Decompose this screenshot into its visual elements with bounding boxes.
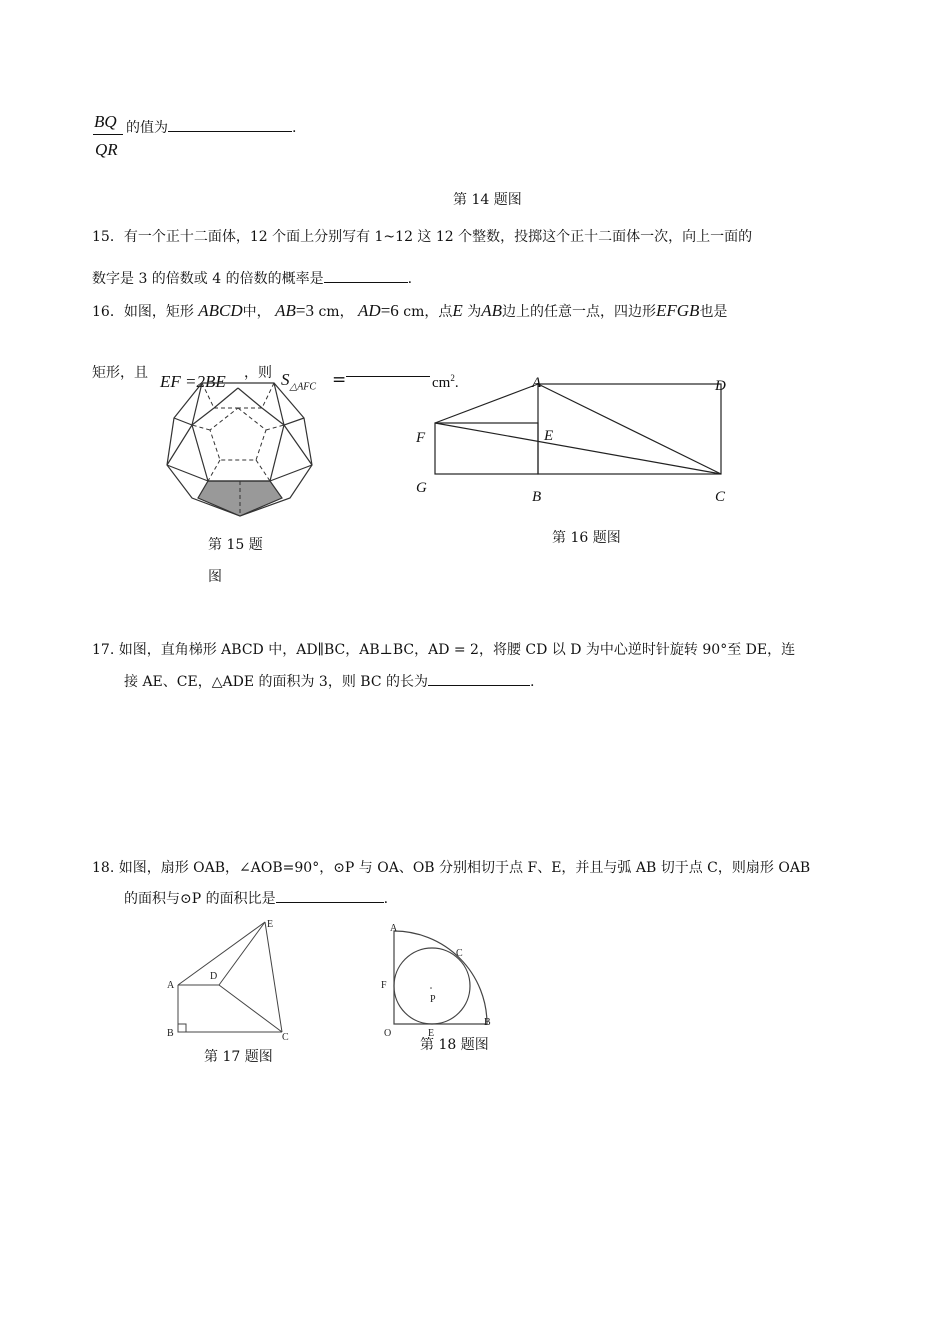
fig18-diagram [378, 916, 498, 1041]
q14-text: 的值为 [126, 120, 168, 136]
fig16-diagram [410, 376, 740, 506]
fig17-caption: 第 17 题图 [204, 1049, 273, 1065]
fig18-label-E: E [428, 1028, 435, 1039]
fig16-caption: 第 16 题图 [552, 530, 621, 546]
fig18-caption: 第 18 题图 [420, 1037, 489, 1053]
q16-area-symbol: $S_{\triangle AFC}$ [281, 370, 317, 393]
fig15-caption-1: 第 15 题 [208, 537, 263, 553]
fig16-label-C: C [715, 489, 726, 505]
fig16-label-A: A [532, 375, 542, 391]
fig15-dodecahedron [164, 380, 324, 520]
fig17-diagram [162, 916, 297, 1041]
q14-answer-line: 的值为 . [126, 117, 296, 137]
fig16-label-G: G [416, 480, 427, 496]
q16-comma-ze: ，则 [244, 365, 272, 381]
fig18-label-C: C [456, 948, 463, 959]
q15-line2: 数字是 3 的倍数或 4 的倍数的概率是 . [92, 268, 412, 288]
fig18-label-F: F [381, 980, 387, 991]
fig17-label-C: C [282, 1032, 289, 1043]
q14-answer-blank [168, 117, 292, 132]
q17-answer-blank [428, 671, 530, 686]
fig16-label-D: D [715, 378, 726, 394]
q16-line2-start: 矩形，且 [92, 365, 148, 381]
fig14-caption: 第 14 题图 [453, 192, 522, 208]
q18-answer-blank [276, 888, 384, 903]
q16-unit: $cm^2$. [432, 373, 459, 391]
fig18-label-P: P [430, 994, 436, 1005]
fig17-label-E: E [267, 919, 274, 930]
fig16-label-E: E [544, 428, 554, 444]
fig16-label-F: F [416, 430, 426, 446]
fig15-caption-2: 图 [208, 569, 222, 585]
fig16-label-B: B [532, 489, 542, 505]
q18-line1: 18. 如图，扇形 OAB，∠AOB=90°，⊙P 与 OA、OB 分别相切于点 F、E，并且与弧 AB 切于点 C，则扇形 OAB [92, 860, 811, 876]
fig16-rect-efgb [435, 423, 538, 474]
q15-answer-blank [324, 268, 408, 283]
fig17-label-D: D [210, 971, 218, 982]
fig18-label-O: O [384, 1028, 392, 1039]
fig18-label-A: A [390, 923, 398, 934]
fig17-label-B: B [167, 1028, 174, 1039]
fraction-denominator: QR [95, 140, 118, 159]
q15-line1: 15．有一个正十二面体，12 个面上分别写有 1~12 这 12 个整数，投掷这个正十二面体一次，向上一面的 [92, 229, 753, 245]
fraction-numerator: BQ [94, 112, 117, 131]
q18-line2: 的面积与⊙P 的面积比是 . [124, 888, 388, 908]
q17-line1: 17. 如图，直角梯形 ABCD 中，AD∥BC，AB⊥BC，AD = 2，将腰 CD 以 D 为中心逆时针旋转 90°至 DE，连 [92, 642, 796, 658]
fig18-label-B: B [484, 1017, 491, 1028]
fig17-label-A: A [167, 980, 175, 991]
q16-equals: = [332, 370, 347, 390]
fig18-circle-p [394, 948, 470, 1024]
q16-line1: 16．如图，矩形 ABCD中， AB=3 cm， AD=6 cm，点E 为AB边上的任意一点，四边形EFGB也是 [92, 301, 728, 320]
fig18-sector [394, 931, 487, 1024]
fraction-bar [93, 134, 123, 135]
q17-line2: 接 AE、CE，△ADE 的面积为 3，则 BC 的长为 . [124, 671, 534, 691]
q16-ef-eq: EF =2BE [160, 372, 226, 391]
